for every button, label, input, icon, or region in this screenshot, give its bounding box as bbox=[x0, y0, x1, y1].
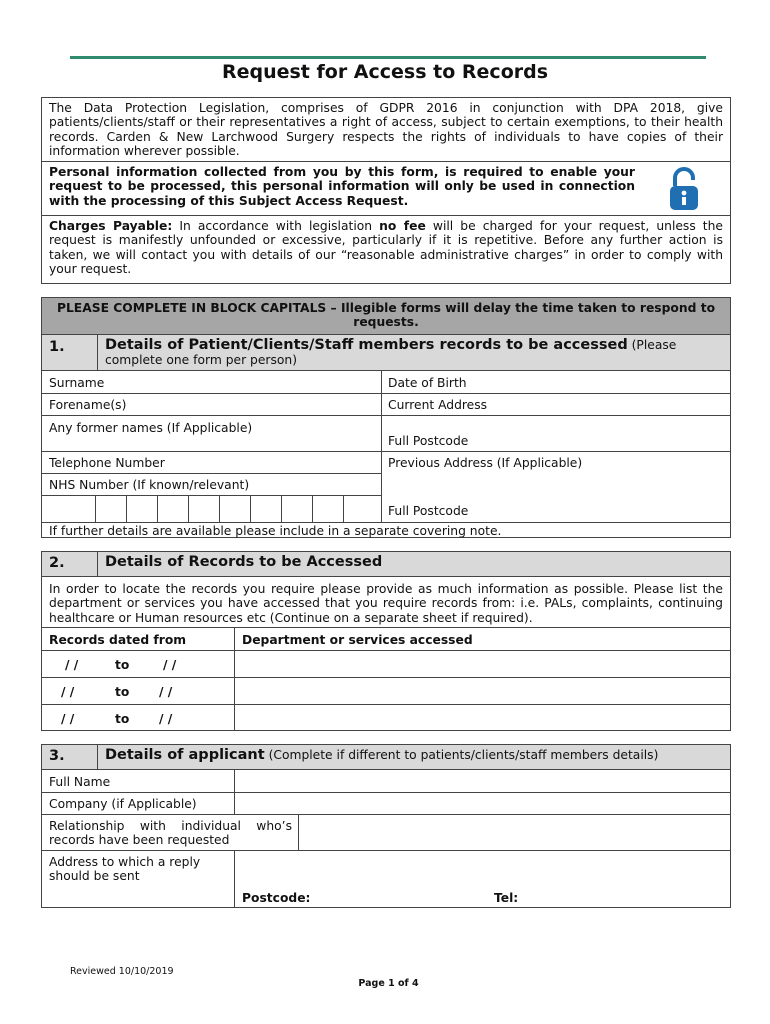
nhs-number-label: NHS Number (If known/relevant) bbox=[49, 478, 250, 492]
current-address-label: Current Address bbox=[388, 398, 488, 412]
section-3-heading: Details of applicant bbox=[105, 747, 265, 763]
privacy-notice bbox=[42, 162, 730, 216]
divider bbox=[42, 677, 730, 678]
divider bbox=[42, 704, 730, 705]
divider bbox=[42, 451, 730, 452]
nhs-digit-box[interactable] bbox=[127, 495, 158, 522]
relationship-label: Relationship with individual who’s records have been requested bbox=[49, 819, 292, 848]
page-number: Page 1 of 4 bbox=[358, 978, 419, 989]
block-capitals-notice: PLEASE COMPLETE IN BLOCK CAPITALS – Illegible forms will delay the time taken to respond to requests. bbox=[42, 298, 730, 335]
intro-paragraph bbox=[42, 98, 730, 162]
nhs-digit-box[interactable] bbox=[251, 495, 282, 522]
divider bbox=[42, 415, 730, 416]
section-3 bbox=[41, 744, 731, 908]
page-title: Request for Access to Records bbox=[221, 61, 549, 83]
full-name-label: Full Name bbox=[49, 775, 111, 789]
dob-label: Date of Birth bbox=[388, 376, 467, 390]
nhs-digit-box[interactable] bbox=[220, 495, 251, 522]
charges-paragraph bbox=[42, 216, 730, 284]
further-details-note: If further details are available please include in a separate covering note. bbox=[49, 524, 502, 538]
intro-box bbox=[41, 97, 731, 284]
nhs-digit-box[interactable] bbox=[96, 495, 127, 522]
divider bbox=[42, 473, 381, 474]
date-from-field[interactable]: / / bbox=[61, 685, 75, 699]
nhs-digit-box[interactable] bbox=[282, 495, 313, 522]
full-postcode-label: Full Postcode bbox=[388, 504, 469, 518]
nhs-digit-box[interactable] bbox=[158, 495, 189, 522]
section-2-header bbox=[42, 552, 730, 577]
records-description: In order to locate the records you require please provide as much information as possible. Please list the department or services you have accessed that you require records from: i.e. PALs, complaints, continuing healthcare or Human resources etc (Continue on a separate sheet if required). bbox=[49, 582, 723, 625]
section-3-header bbox=[42, 745, 730, 770]
relationship-field[interactable] bbox=[299, 815, 730, 850]
divider bbox=[42, 393, 730, 394]
charges-label: Charges Payable: bbox=[49, 219, 173, 233]
charges-no-fee: no fee bbox=[379, 219, 426, 233]
to-label: to bbox=[115, 712, 130, 726]
section-number: 1. bbox=[42, 335, 98, 370]
divider bbox=[42, 627, 730, 628]
section-title bbox=[99, 335, 730, 370]
postcode-label: Postcode: bbox=[242, 891, 311, 905]
date-to-field[interactable]: / / bbox=[159, 685, 173, 699]
section-1 bbox=[41, 297, 731, 538]
date-to-field[interactable]: / / bbox=[163, 658, 177, 672]
company-label: Company (if Applicable) bbox=[49, 797, 197, 811]
forenames-label: Forename(s) bbox=[49, 398, 127, 412]
section-2 bbox=[41, 551, 731, 731]
department-header: Department or services accessed bbox=[242, 633, 473, 647]
company-field[interactable] bbox=[235, 793, 730, 814]
charges-text-b: will be charged for your request, unless the request is manifestly unfounded or excessive, particularly if it is repetitive. Before any further action is taken, we will contact you with details of our “reasonable administrative charges” in order to comply with your request. bbox=[49, 219, 723, 276]
address-field[interactable] bbox=[235, 851, 730, 887]
section-number: 3. bbox=[42, 745, 98, 769]
to-label: to bbox=[115, 658, 130, 672]
section-1-note: (Please complete one form per person) bbox=[105, 338, 677, 367]
records-dated-header: Records dated from bbox=[49, 633, 187, 647]
tel-label: Tel: bbox=[494, 891, 519, 905]
address-label: Address to which a reply should be sent bbox=[49, 855, 201, 884]
date-to-field[interactable]: / / bbox=[159, 712, 173, 726]
nhs-digit-box[interactable] bbox=[189, 495, 220, 522]
padlock-icon bbox=[668, 166, 700, 212]
nhs-digit-box[interactable] bbox=[42, 495, 96, 522]
surname-label: Surname bbox=[49, 376, 105, 390]
full-postcode-label: Full Postcode bbox=[388, 434, 469, 448]
telephone-label: Telephone Number bbox=[49, 456, 165, 470]
previous-address-label: Previous Address (If Applicable) bbox=[388, 456, 583, 470]
to-label: to bbox=[115, 685, 130, 699]
section-3-note: (Complete if different to patients/clients/staff members details) bbox=[264, 748, 659, 762]
full-name-field[interactable] bbox=[235, 771, 730, 792]
charges-text-a: In accordance with legislation bbox=[172, 219, 380, 233]
intro-text: The Data Protection Legislation, comprises of GDPR 2016 in conjunction with DPA 2018, give patients/clients/staff or their representatives a right of access, subject to certain exemptions, to their health records. Carden & New Larchwood Surgery respects the rights of individuals to have copies of their information wherever possible. bbox=[49, 101, 723, 158]
section-number: 2. bbox=[42, 552, 98, 576]
section-1-heading: Details of Patient/Clients/Staff members records to be accessed bbox=[105, 337, 628, 353]
nhs-number-boxes[interactable] bbox=[42, 495, 381, 522]
privacy-text: Personal information collected from you by this form, is required to enable your request to be processed, this personal information will only be used in connection with the processing of this Subject Access Request. bbox=[49, 165, 635, 208]
nhs-digit-box[interactable] bbox=[344, 495, 381, 522]
date-from-field[interactable]: / / bbox=[65, 658, 79, 672]
reviewed-date: Reviewed 10/10/2019 bbox=[70, 966, 174, 977]
section-2-heading: Details of Records to be Accessed bbox=[105, 554, 383, 570]
divider bbox=[42, 650, 730, 651]
title-rule bbox=[70, 56, 706, 59]
date-from-field[interactable]: / / bbox=[61, 712, 75, 726]
section-title bbox=[99, 745, 730, 769]
former-names-label: Any former names (If Applicable) bbox=[49, 421, 253, 435]
nhs-digit-box[interactable] bbox=[313, 495, 344, 522]
section-1-header bbox=[42, 335, 730, 371]
